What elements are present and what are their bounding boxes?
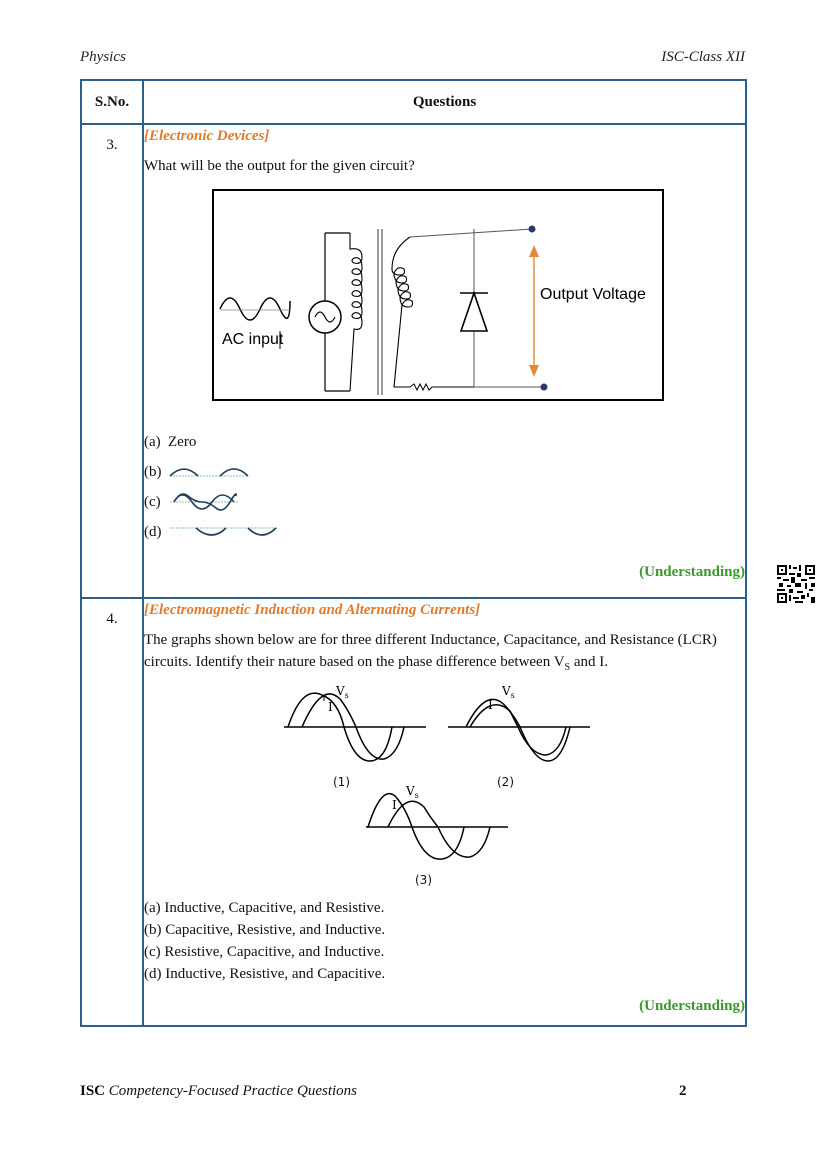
option-a: (a) Inductive, Capacitive, and Resistive. xyxy=(144,900,385,916)
option-b: (b) Capacitive, Resistive, and Inductive. xyxy=(144,922,386,938)
option-a xyxy=(144,427,745,457)
half-wave-positive-graph xyxy=(168,462,252,482)
svg-text:Vs: $V_s$ xyxy=(336,685,349,700)
cognitive-level: (Understanding) xyxy=(639,998,745,1014)
option-d xyxy=(144,517,745,547)
svg-text:Vs: $V_s$ xyxy=(406,785,419,800)
phase-graphs xyxy=(144,685,745,895)
option-c xyxy=(144,487,745,517)
svg-text:Vs: $V_s$ xyxy=(502,685,515,700)
col-questions-header: Questions xyxy=(143,80,746,124)
option-label: (d) xyxy=(144,524,162,540)
footer-title: ISC Competency-Focused Practice Questions xyxy=(80,1083,358,1099)
qr-code-icon[interactable] xyxy=(777,565,815,603)
table-row xyxy=(81,598,746,1026)
output-terminal-bottom xyxy=(541,384,548,391)
option-text: Zero xyxy=(168,434,197,450)
svg-text:I: I xyxy=(392,798,397,812)
output-voltage-label: Output Voltage xyxy=(540,286,646,303)
question-text: What will be the output for the given circuit? xyxy=(144,158,415,174)
option-label: (a) xyxy=(144,434,161,450)
header-class: ISC-Class XII xyxy=(661,49,745,65)
option-d: (d) Inductive, Resistive, and Capacitive. xyxy=(144,966,386,982)
cognitive-level: (Understanding) xyxy=(639,564,745,580)
svg-text:I: I xyxy=(488,698,493,712)
header-subject: Physics xyxy=(80,49,126,65)
option-label: (b) xyxy=(144,464,162,480)
question-text: The graphs shown below are for three different Inductance, Capacitance, and Resistance (LCR) circuits. Identify their nature based on the phase difference between $V_S$ and I. xyxy=(144,632,717,673)
output-terminal-top xyxy=(529,226,536,233)
question-number: 4. xyxy=(106,611,118,627)
option-label: (c) xyxy=(144,494,161,510)
ac-input-label: AC input xyxy=(222,331,284,348)
topic-label: [Electronic Devices] xyxy=(144,128,270,144)
option-c: (c) Resistive, Capacitive, and Inductive. xyxy=(144,944,385,960)
graph-1-caption: (1) xyxy=(333,775,350,789)
svg-text:I: I xyxy=(328,700,333,714)
graph-2-caption: (2) xyxy=(497,775,514,789)
graph-3-caption: (3) xyxy=(415,873,432,887)
phase-graph-1 xyxy=(284,685,432,771)
table-header-row xyxy=(81,80,746,124)
phase-graph-3 xyxy=(366,785,514,871)
topic-label: [Electromagnetic Induction and Alternating Currents] xyxy=(144,602,481,618)
table-row xyxy=(81,124,746,598)
phase-graph-2 xyxy=(448,685,596,771)
col-sno-header: S.No. xyxy=(81,80,143,124)
full-sine-graph xyxy=(168,488,252,516)
option-b xyxy=(144,457,745,487)
page-number: 2 xyxy=(679,1083,687,1099)
question-number: 3. xyxy=(106,137,118,153)
questions-table xyxy=(80,79,747,1027)
circuit-diagram xyxy=(212,189,664,401)
half-wave-negative-graph xyxy=(168,522,280,542)
